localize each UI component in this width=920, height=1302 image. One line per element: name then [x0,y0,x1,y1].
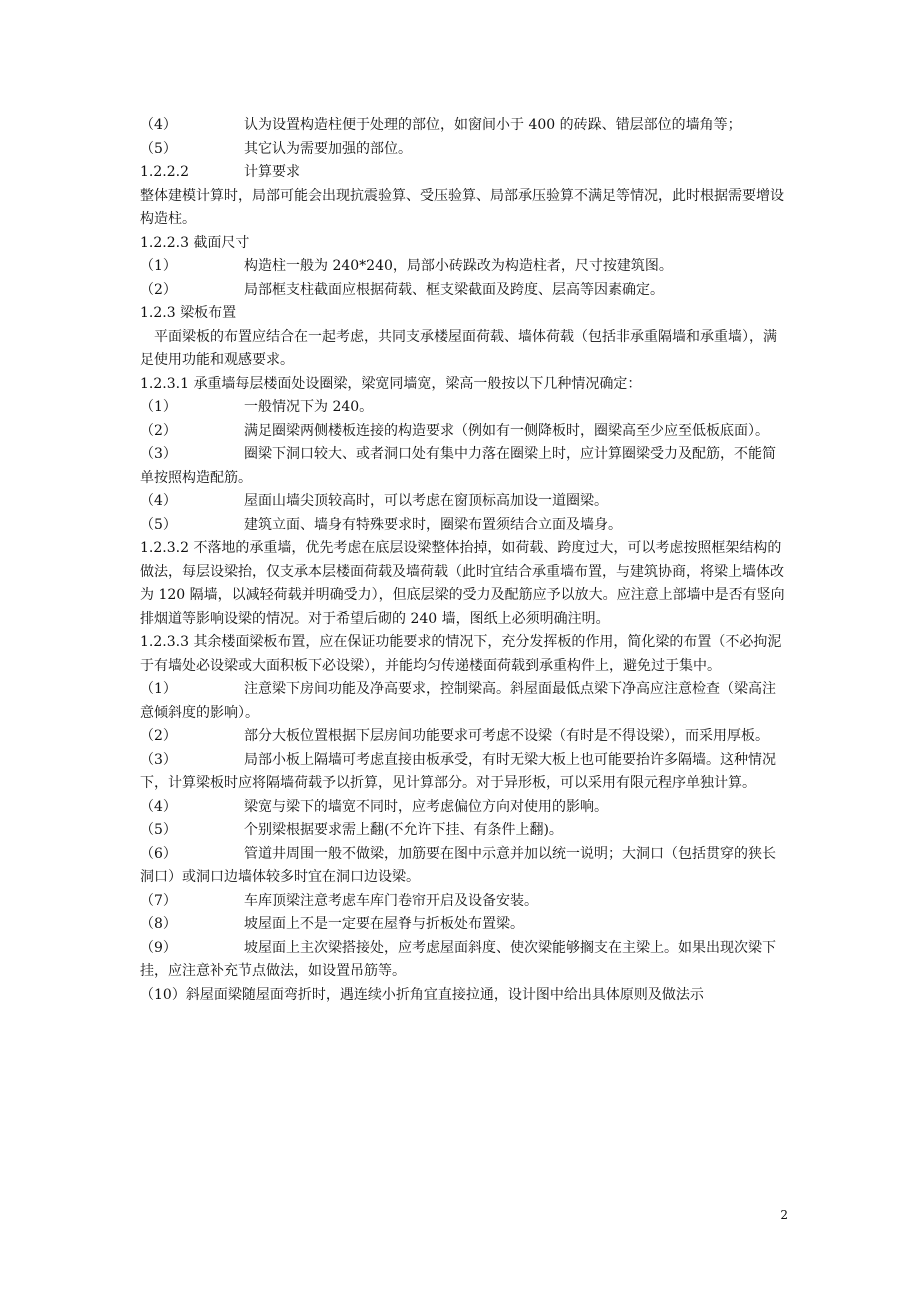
list-item-text: 坡屋面上不是一定要在屋脊与折板处布置梁。 [244,916,524,932]
list-item-label: （5） [140,140,177,157]
list-item-text: 管道井周围一般不做梁，加筋要在图中示意并加以统一说明；大洞口（包括贯穿的狭长洞口）或洞口边墙体较多时宜在洞口边设梁。 [140,845,776,885]
list-item [140,443,788,490]
paragraph-text: 整体建模计算时，局部可能会出现抗震验算、受压验算、局部承压验算不满足等情况，此时根据需要增设构造柱。 [140,187,784,227]
list-item [140,514,788,538]
list-item-text: 其它认为需要加强的部位。 [244,140,412,157]
list-item [140,420,788,444]
list-item-label: （5） [140,516,177,533]
list-item-text: 坡屋面上主次梁搭接处，应考虑屋面斜度、使次梁能够搁支在主梁上。如果出现次梁下挂，应注意补充节点做法，如设置吊筋等。 [140,939,776,979]
list-item-text: 车库顶梁注意考虑车库门卷帘开启及设备安装。 [244,892,538,909]
list-item-text: 注意梁下房间功能及净高要求，控制梁高。斜屋面最低点梁下净高应注意检查（梁高注意倾斜度的影响）。 [140,681,776,721]
list-item-label: （7） [140,892,177,909]
list-item-label: （4） [140,493,177,509]
list-item-label: （4） [140,117,177,133]
list-item [140,255,788,279]
list-item [140,913,788,937]
section-number: 1.2.3 [140,305,176,321]
section-text: 其余楼面梁板布置，应在保证功能要求的情况下，充分发挥板的作用，简化梁的布置（不必拘泥于有墙处必设梁或大面积板下必设梁），并能均匀传递楼面荷载到承重构件上，避免过于集中。 [140,634,782,674]
list-item [140,490,788,514]
section-heading [140,373,788,397]
list-item [140,138,788,162]
list-item-text: 建筑立面、墙身有特殊要求时，圈梁布置须结合立面及墙身。 [244,516,622,533]
section-text: 不落地的承重墙，优先考虑在底层设梁整体抬掉，如荷载、跨度过大，可以考虑按照框架结构的做法，每层设梁抬，仅支承本层楼面荷载及墙荷载（此时宜结合承重墙布置，与建筑协商，将梁上墙体改为 120 隔墙，以减轻荷载并明确受力），但底层梁的受力及配筋应予以放大。应注意上部墙中是否有竖向排烟道等影响设梁的情况。对于希望后砌的 240 墙，图纸上必须明确注明。 [140,540,785,627]
list-item-label: （1） [140,399,177,415]
list-item-text: 斜屋面梁随屋面弯折时，遇连续小折角宜直接拉通，设计图中给出具体原则及做法示 [185,986,704,1003]
list-item-label: （2） [140,281,177,298]
list-item-label: （5） [140,822,177,838]
section-heading [140,232,788,256]
list-item-text: 满足圈梁两侧楼板连接的构造要求（例如有一侧降板时，圈梁高至少应至低板底面）。 [244,422,769,439]
paragraph-text: 平面梁板的布置应结合在一起考虑，共同支承楼屋面荷载、墙体荷载（包括非承重隔墙和承重墙），满足使用功能和观感要求。 [140,328,777,368]
list-item [140,796,788,820]
list-item-text: 构造柱一般为 240*240，局部小砖跺改为构造柱者，尺寸按建筑图。 [244,258,673,274]
list-item-text: 局部框支柱截面应根据荷载、框支梁截面及跨度、层高等因素确定。 [244,281,664,298]
section-heading [140,537,788,631]
paragraph [140,185,788,232]
section-text: 截面尺寸 [193,234,250,251]
section-text: 承重墙每层楼面处设圈梁，梁宽同墙宽，梁高一般按以下几种情况确定： [193,375,642,392]
list-item [140,937,788,984]
list-item [140,114,788,138]
section-number: 1.2.2.3 [140,234,189,251]
list-item-text: 个别梁根据要求需上翻(不允许下挂、有条件上翻)。 [244,822,563,838]
list-item [140,279,788,303]
list-item-text: 认为设置构造柱便于处理的部位，如窗间小于 400 的砖跺、错层部位的墙角等； [244,117,742,133]
list-item-label: （4） [140,798,177,815]
list-item [140,819,788,843]
list-item [140,725,788,749]
list-item-label: （8） [140,916,177,932]
paragraph [140,326,788,373]
list-item-text: 梁宽与梁下的墙宽不同时，应考虑偏位方向对使用的影响。 [244,798,608,815]
section-number: 1.2.2.2 [140,164,189,180]
list-item-text: 一般情况下为 240。 [244,399,374,415]
list-item-text: 部分大板位置根据下层房间功能要求可考虑不设梁（有时是不得设梁），而采用厚板。 [244,728,769,744]
section-text: 计算要求 [244,164,300,180]
section-heading [140,631,788,678]
section-heading [140,161,788,185]
section-number: 1.2.3.2 [140,540,189,556]
list-item-label: （3） [140,446,177,462]
list-item [140,396,788,420]
section-number: 1.2.3.1 [140,375,189,392]
list-item-label: （10） [140,986,186,1003]
list-item [140,749,788,796]
section-number: 1.2.3.3 [140,634,189,650]
list-item-label: （6） [140,845,177,862]
list-item-text: 圈梁下洞口较大、或者洞口处有集中力落在圈梁上时，应计算圈梁受力及配筋，不能简单按照构造配筋。 [140,446,776,486]
list-item-label: （1） [140,681,177,697]
section-text: 梁板布置 [180,305,237,321]
list-item [140,843,788,890]
list-item-label: （1） [140,258,177,274]
list-item [140,678,788,725]
section-heading [140,302,788,326]
page-number: 2 [780,1208,788,1222]
list-item-text: 局部小板上隔墙可考虑直接由板承受，有时无梁大板上也可能要抬许多隔墙。这种情况下，计算梁板时应将隔墙荷载予以折算，见计算部分。对于异形板，可以采用有限元程序单独计算。 [140,751,776,791]
list-item-label: （3） [140,751,177,768]
page-content [140,114,788,1007]
list-item [140,890,788,914]
list-item [140,984,788,1008]
list-item-text: 屋面山墙尖顶较高时，可以考虑在窗顶标高加设一道圈梁。 [244,493,608,509]
list-item-label: （2） [140,728,177,744]
list-item-label: （9） [140,939,177,956]
list-item-label: （2） [140,422,177,439]
